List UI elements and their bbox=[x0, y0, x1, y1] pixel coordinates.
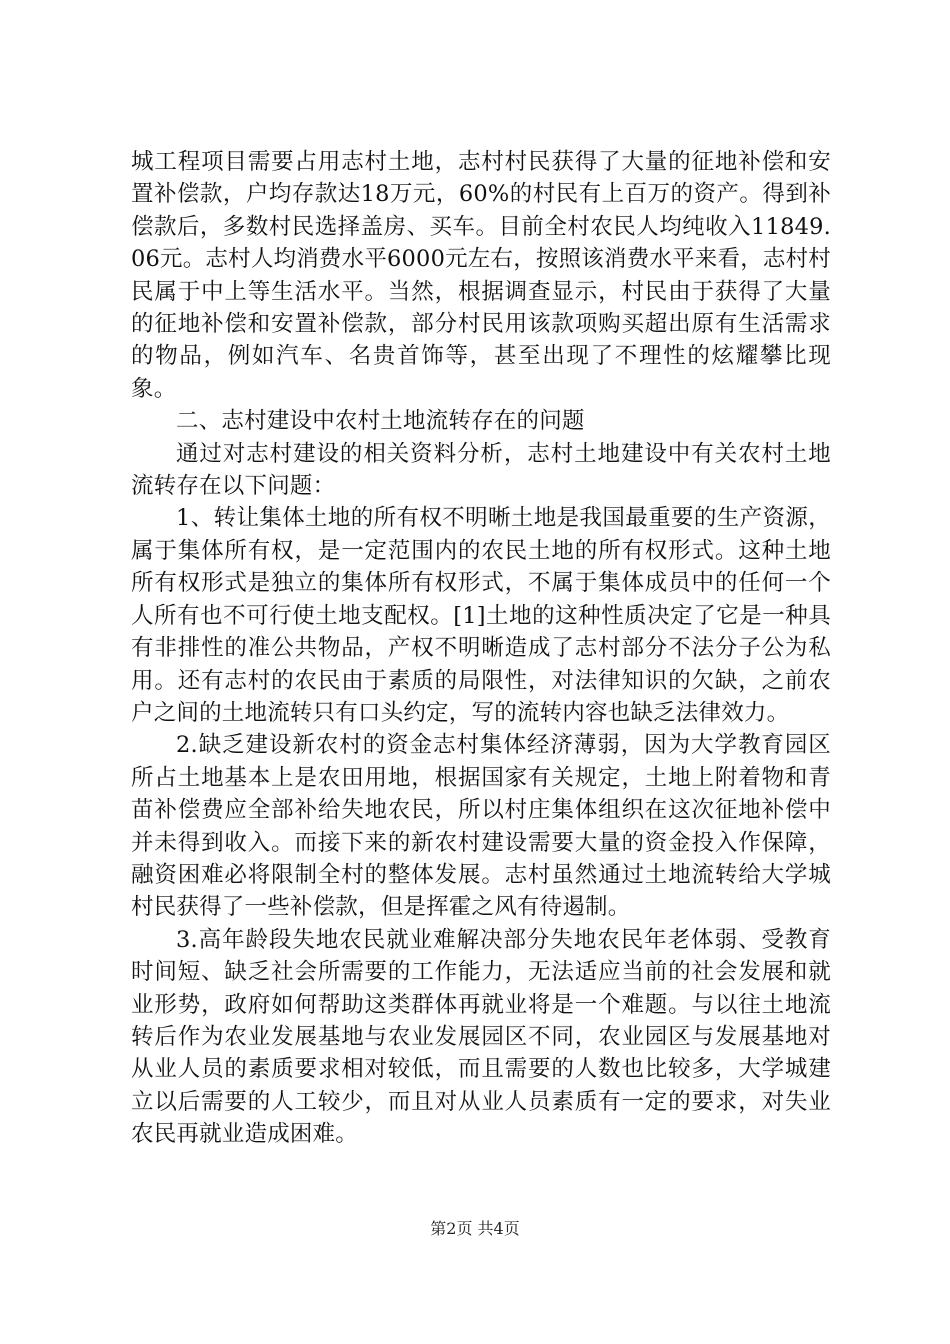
paragraph-problem-3: 3.高年龄段失地农民就业难解决部分失地农民年老体弱、受教育时间短、缺乏社会所需要的工作能力，无法适应当前的社会发展和就业形势，政府如何帮助这类群体再就业将是一个难题。与以往土地流转后作为农业发展基地与农业发展园区不同，农业园区与发展基地对从业人员的素质要求相对较低，而且需要的人数也比较多，大学城建立以后需要的人工较少，而且对从业人员素质有一定的要求，对失业农民再就业造成困难。 bbox=[131, 926, 831, 1148]
document-body bbox=[131, 146, 831, 1151]
section-heading: 二、志村建设中农村土地流转存在的问题 bbox=[176, 408, 585, 435]
page-footer: 第2页 共4页 bbox=[430, 1219, 520, 1238]
paragraph-problem-1: 1、转让集体土地的所有权不明晰土地是我国最重要的生产资源，属于集体所有权，是一定范围内的农民土地的所有权形式。这种土地所有权形式是独立的集体所有权形式，不属于集体成员中的任何一个人所有也不可行使土地支配权。[1]土地的这种性质决定了它是一种具有非排性的准公共物品，产权不明晰造成了志村部分不法分子公为私用。还有志村的农民由于素质的局限性，对法律知识的欠缺，之前农户之间的土地流转只有口头约定，写的流转内容也缺乏法律效力。 bbox=[131, 505, 831, 726]
paragraph-analysis-intro: 通过对志村建设的相关资料分析，志村土地建设中有关农村土地流转存在以下问题： bbox=[131, 440, 831, 500]
paragraph-problem-2: 2.缺乏建设新农村的资金志村集体经济薄弱，因为大学教育园区所占土地基本上是农田用地，根据国家有关规定，土地上附着物和青苗补偿费应全部补给失地农民，所以村庄集体组织在这次征地补偿中并未得到收入。而接下来的新农村建设需要大量的资金投入作保障，融资困难必将限制全村的整体发展。志村虽然通过土地流转给大学城村民获得了一些补偿款，但是挥霍之风有待遏制。 bbox=[131, 732, 831, 921]
paragraph-intro-continued: 城工程项目需要占用志村土地，志村村民获得了大量的征地补偿和安置补偿款，户均存款达18万元，60%的村民有上百万的资产。得到补偿款后，多数村民选择盖房、买车。目前全村农民人均纯收入11849.06元。志村人均消费水平6000元左右，按照该消费水平来看，志村村民属于中上等生活水平。当然，根据调查显示，村民由于获得了大量的征地补偿和安置补偿款，部分村民用该款项购买超出原有生活需求的物品，例如汽车、名贵首饰等，甚至出现了不理性的炫耀攀比现象。 bbox=[131, 149, 831, 402]
